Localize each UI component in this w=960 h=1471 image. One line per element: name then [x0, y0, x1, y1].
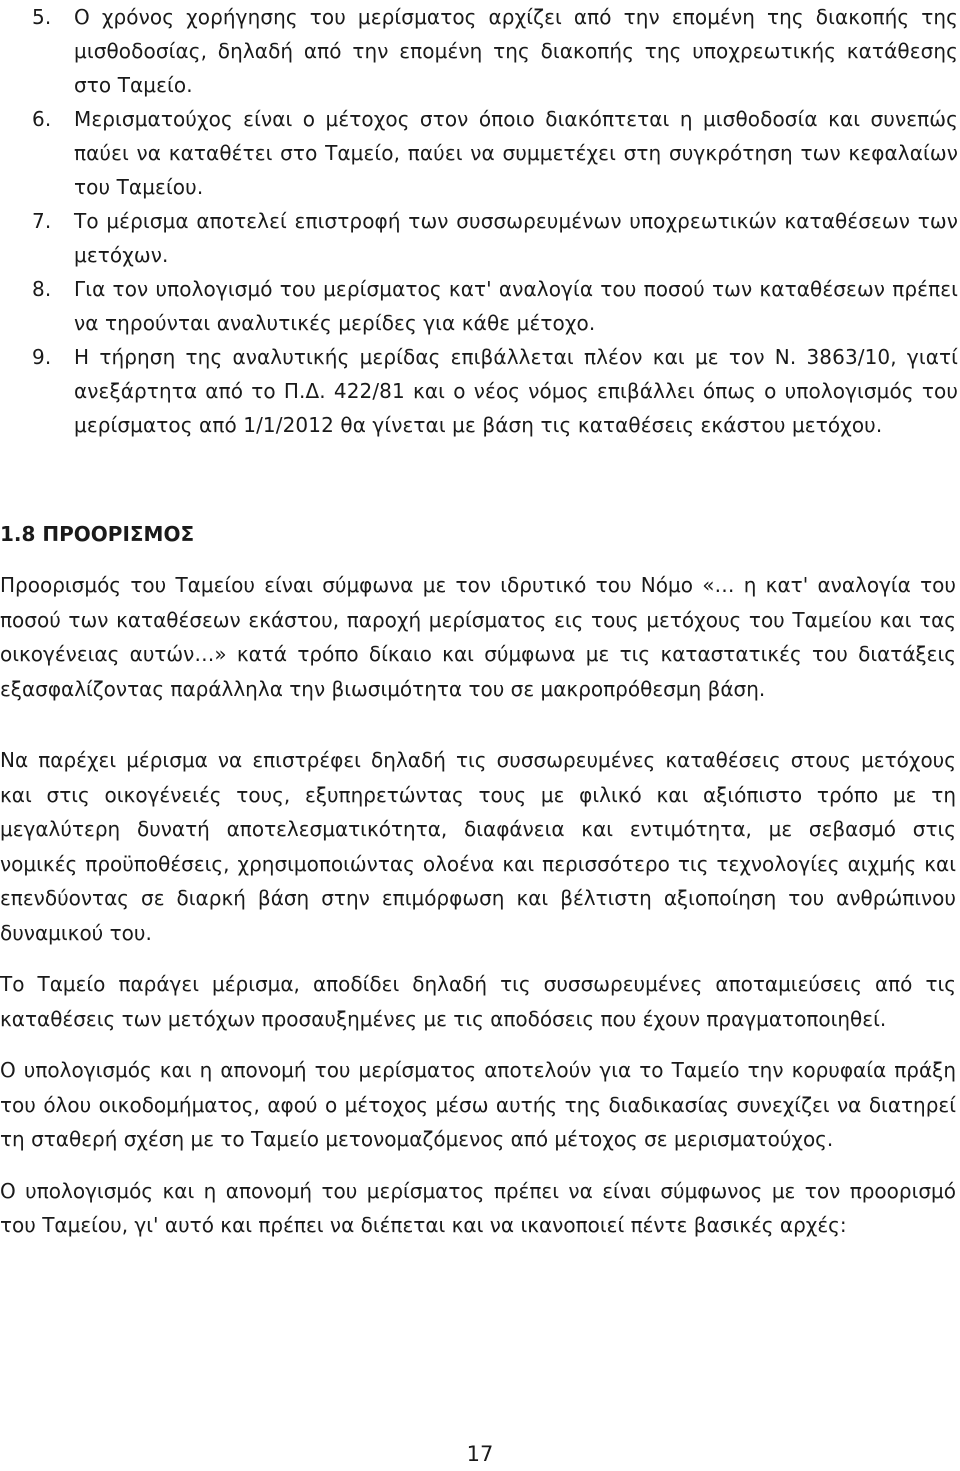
list-item-text: Για τον υπολογισμό του μερίσματος κατ' αναλογία του ποσού των καταθέσεων πρέπει να τηρούνται αναλυτικές μερίδες για κάθε μέτοχο.: [74, 277, 958, 335]
list-item: [32, 272, 958, 340]
numbered-list: [32, 0, 958, 442]
section-heading: 1.8 ΠΡΟΟΡΙΣΜΟΣ: [0, 522, 195, 546]
list-item-number: 8.: [32, 277, 52, 301]
body-text: [0, 568, 956, 1243]
list-item-number: 5.: [32, 5, 52, 29]
paragraph: Προορισμός του Ταμείου είναι σύμφωνα με τον ιδρυτικό του Νόμο «… η κατ' αναλογία του ποσού των καταθέσεων εκάστου, παροχή μερίσματος εις τους μετόχους του Ταμείου και τας οικογένειας αυτών…» κατά τρόπο δίκαιο και σύμφωνα με τις καταστατικές του διατάξεις εξασφαλίζοντας παράλληλα την βιωσιμότητα του σε μακροπρόθεσμη βάση.: [0, 573, 956, 701]
list-item-number: 7.: [32, 209, 52, 233]
list-item-text: Το μέρισμα αποτελεί επιστροφή των συσσωρευμένων υποχρεωτικών καταθέσεων των μετόχων.: [74, 209, 958, 267]
list-item-number: 9.: [32, 345, 52, 369]
list-item: [32, 204, 958, 272]
paragraph: Ο υπολογισμός και η απονομή του μερίσματος πρέπει να είναι σύμφωνος με τον προορισμό του Ταμείου, γι' αυτό και πρέπει να διέπεται και να ικανοποιεί πέντε βασικές αρχές:: [0, 1178, 956, 1237]
list-item: [32, 0, 958, 102]
list-item-text: Η τήρηση της αναλυτικής μερίδας επιβάλλεται πλέον και με τον Ν. 3863/10, γιατί ανεξάρτητα από το Π.Δ. 422/81 και ο νέος νόμος επιβάλλει όπως ο υπολογισμός του μερίσματος από 1/1/2012 θα γίνεται με βάση τις καταθέσεις εκάστου μετόχου.: [74, 345, 958, 437]
paragraph: Το Ταμείο παράγει μέρισμα, αποδίδει δηλαδή τις συσσωρευμένες αποταμιεύσεις από τις καταθέσεις των μετόχων προσαυξημένες με τις αποδόσεις που έχουν πραγματοποιηθεί.: [0, 972, 956, 1031]
list-item: [32, 102, 958, 204]
list-item: [32, 340, 958, 442]
list-item-text: Ο χρόνος χορήγησης του μερίσματος αρχίζει από την επομένη της διακοπής της μισθοδοσίας, δηλαδή από την επομένη της διακοπής της υποχρεωτικής κατάθεσης στο Ταμείο.: [74, 5, 958, 97]
list-item-number: 6.: [32, 107, 52, 131]
page-number: 17: [466, 1442, 494, 1466]
list-item-text: Μερισματούχος είναι ο μέτοχος στον όποιο διακόπτεται η μισθοδοσία και συνεπώς παύει να καταθέτει στο Ταμείο, παύει να συμμετέχει στη συγκρότηση των κεφαλαίων του Ταμείου.: [74, 107, 958, 199]
paragraph: Να παρέχει μέρισμα να επιστρέφει δηλαδή τις συσσωρευμένες καταθέσεις στους μετόχους και στις οικογένειές τους, εξυπηρετώντας τους με φιλικό και αξιόπιστο τρόπο με τη μεγαλύτερη δυνατή αποτελεσματικότητα, διαφάνεια και εντιμότητα, με σεβασμό στις νομικές προϋποθέσεις, χρησιμοποιώντας ολοένα και περισσότερο τις τεχνολογίες αιχμής και επενδύοντας σε διαρκή βάση στην επιμόρφωση και βέλτιστη αξιοποίηση του ανθρώπινου δυναμικού του.: [0, 748, 956, 945]
paragraph: Ο υπολογισμός και η απονομή του μερίσματος αποτελούν για το Ταμείο την κορυφαία πράξη του όλου οικοδομήματος, αφού ο μέτοχος μέσω αυτής της διαδικασίας συνεχίζει να διατηρεί τη σταθερή σχέση με το Ταμείο μετονομαζόμενος από μέτοχος σε μερισματούχος.: [0, 1058, 956, 1151]
